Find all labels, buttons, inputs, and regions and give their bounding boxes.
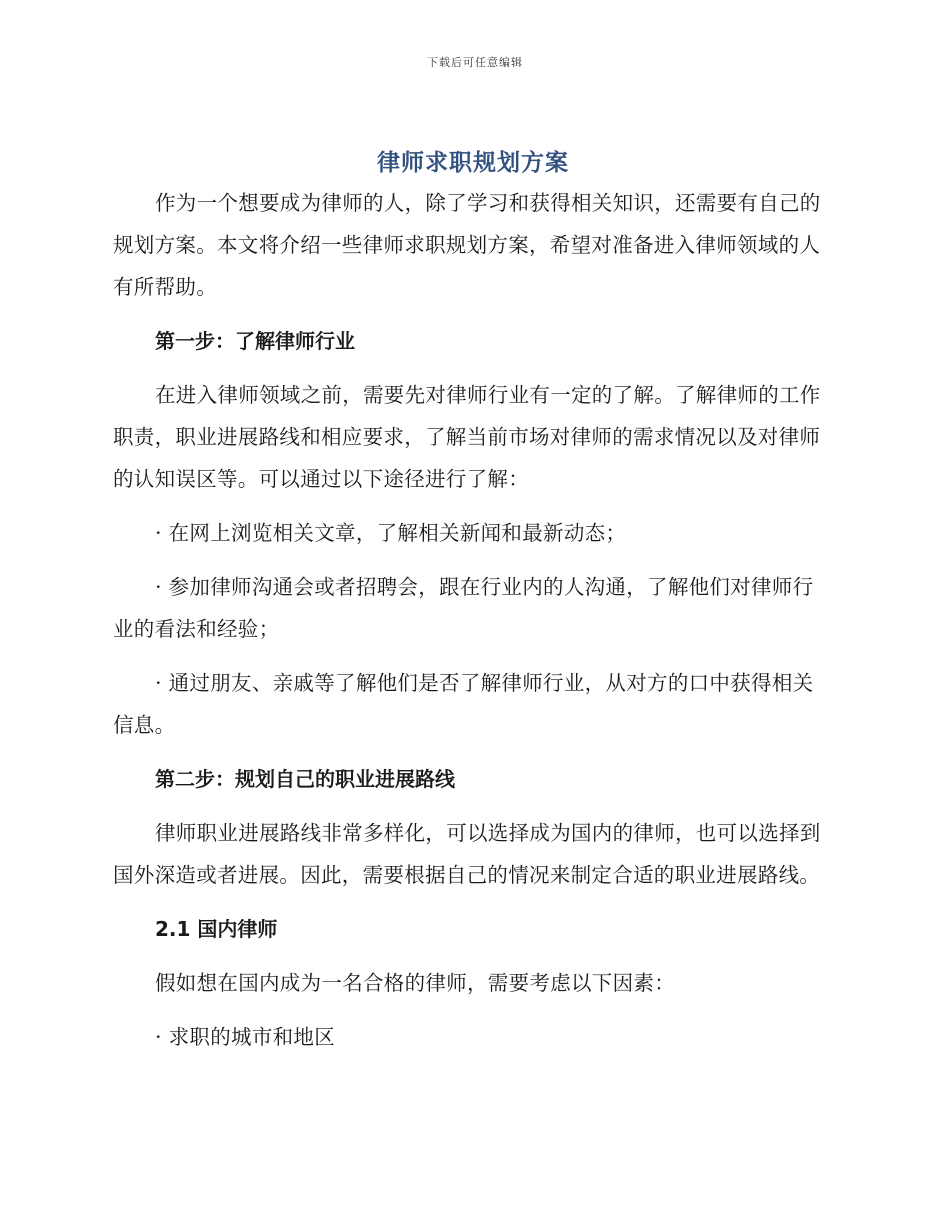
section-2-1-paragraph: 假如想在国内成为一名合格的律师，需要考虑以下因素： xyxy=(155,971,675,995)
section-2-1-heading: 2.1 国内律师 xyxy=(155,917,278,941)
step2-heading: 第二步：规划自己的职业进展路线 xyxy=(155,767,455,791)
section-2-1-bullet-1: · 求职的城市和地区 xyxy=(155,1025,336,1049)
step1-bullet-2: · 参加律师沟通会或者招聘会，跟在行业内的人沟通，了解他们对律师行业的看法和经验； xyxy=(113,575,814,641)
intro-paragraph: 作为一个想要成为律师的人，除了学习和获得相关知识，还需要有自己的规划方案。本文将介绍一些律师求职规划方案，希望对准备进入律师领域的人有所帮助。 xyxy=(113,191,821,299)
step1-paragraph: 在进入律师领域之前，需要先对律师行业有一定的了解。了解律师的工作职责，职业进展路线和相应要求，了解当前市场对律师的需求情况以及对律师的认知误区等。可以通过以下途径进行了解： xyxy=(113,383,821,491)
document-body xyxy=(113,140,833,1058)
step2-paragraph: 律师职业进展路线非常多样化，可以选择成为国内的律师，也可以选择到国外深造或者进展。因此，需要根据自己的情况来制定合适的职业进展路线。 xyxy=(113,821,821,887)
step1-bullet-1: · 在网上浏览相关文章，了解相关新闻和最新动态； xyxy=(155,521,627,545)
step1-heading: 第一步：了解律师行业 xyxy=(155,329,355,353)
page-header-note: 下载后可任意编辑 xyxy=(427,56,523,69)
step1-bullet-3: · 通过朋友、亲戚等了解他们是否了解律师行业，从对方的口中获得相关信息。 xyxy=(113,671,814,737)
document-title: 律师求职规划方案 xyxy=(377,150,569,176)
